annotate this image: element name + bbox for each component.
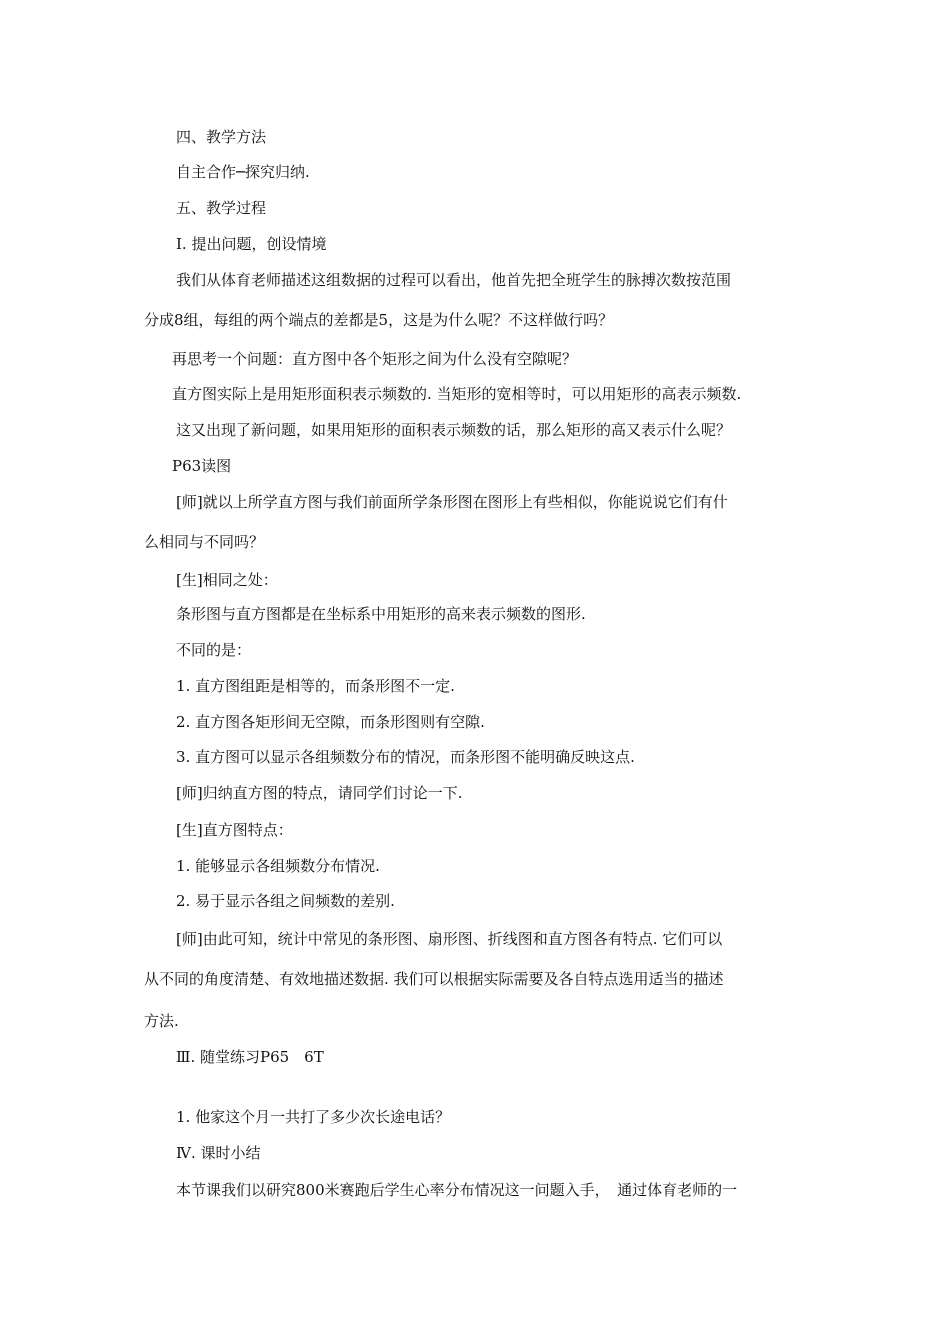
paragraph-line: 直方图实际上是用矩形面积表示频数的. 当矩形的宽相等时，可以用矩形的高表示频数.: [172, 385, 742, 403]
paragraph-line: [生]直方图特点：: [176, 821, 293, 839]
paragraph-line: 不同的是：: [176, 641, 252, 659]
paragraph-line: 我们从体育老师描述这组数据的过程可以看出，他首先把全班学生的脉搏次数按范围: [176, 271, 732, 289]
list-item: 1. 能够显示各组频数分布情况.: [176, 857, 380, 875]
section-heading-teaching-method: 四、教学方法: [176, 128, 267, 146]
paragraph-line: 这又出现了新问题，如果用矩形的面积表示频数的话，那么矩形的高又表示什么呢？: [176, 421, 732, 439]
paragraph-line: 本节课我们以研究800米赛跑后学生心率分布情况这一问题入手， 通过体育老师的一: [176, 1181, 738, 1199]
paragraph-line: [生]相同之处：: [176, 571, 278, 589]
paragraph-line: [师]就以上所学直方图与我们前面所学条形图在图形上有些相似，你能说说它们有什: [176, 493, 728, 511]
subsection-heading: Ⅰ. 提出问题，创设情境: [176, 235, 327, 253]
list-item: 1. 直方图组距是相等的，而条形图不一定.: [176, 677, 455, 695]
paragraph-line: P63读图: [172, 457, 232, 475]
paragraph-line: 分成8组，每组的两个端点的差都是5，这是为什么呢？不这样做行吗？: [144, 311, 614, 329]
list-item: 2. 直方图各矩形间无空隙，而条形图则有空隙.: [176, 713, 485, 731]
section-heading-teaching-process: 五、教学过程: [176, 199, 267, 217]
paragraph-line: 再思考一个问题：直方图中各个矩形之间为什么没有空隙呢？: [172, 350, 578, 368]
paragraph-line: [师]由此可知，统计中常见的条形图、扇形图、折线图和直方图各有特点. 它们可以: [176, 930, 723, 948]
paragraph-line: 么相同与不同吗？: [144, 533, 265, 551]
paragraph-line: [师]归纳直方图的特点，请同学们讨论一下.: [176, 784, 463, 802]
subsection-heading: Ⅲ. 随堂练习P65 6T: [176, 1048, 324, 1066]
list-item: 3. 直方图可以显示各组频数分布的情况，而条形图不能明确反映这点.: [176, 748, 635, 766]
list-item: 2. 易于显示各组之间频数的差别.: [176, 892, 395, 910]
paragraph-line: 方法.: [144, 1012, 179, 1030]
paragraph-line: 条形图与直方图都是在坐标系中用矩形的高来表示频数的图形.: [176, 605, 586, 623]
subsection-heading: Ⅳ. 课时小结: [176, 1144, 261, 1162]
paragraph-line: 从不同的角度清楚、有效地描述数据. 我们可以根据实际需要及各自特点选用适当的描述: [144, 970, 724, 988]
list-item: 1. 他家这个月一共打了多少次长途电话？: [176, 1108, 451, 1126]
paragraph-line: 自主合作─探究归纳.: [176, 163, 310, 181]
